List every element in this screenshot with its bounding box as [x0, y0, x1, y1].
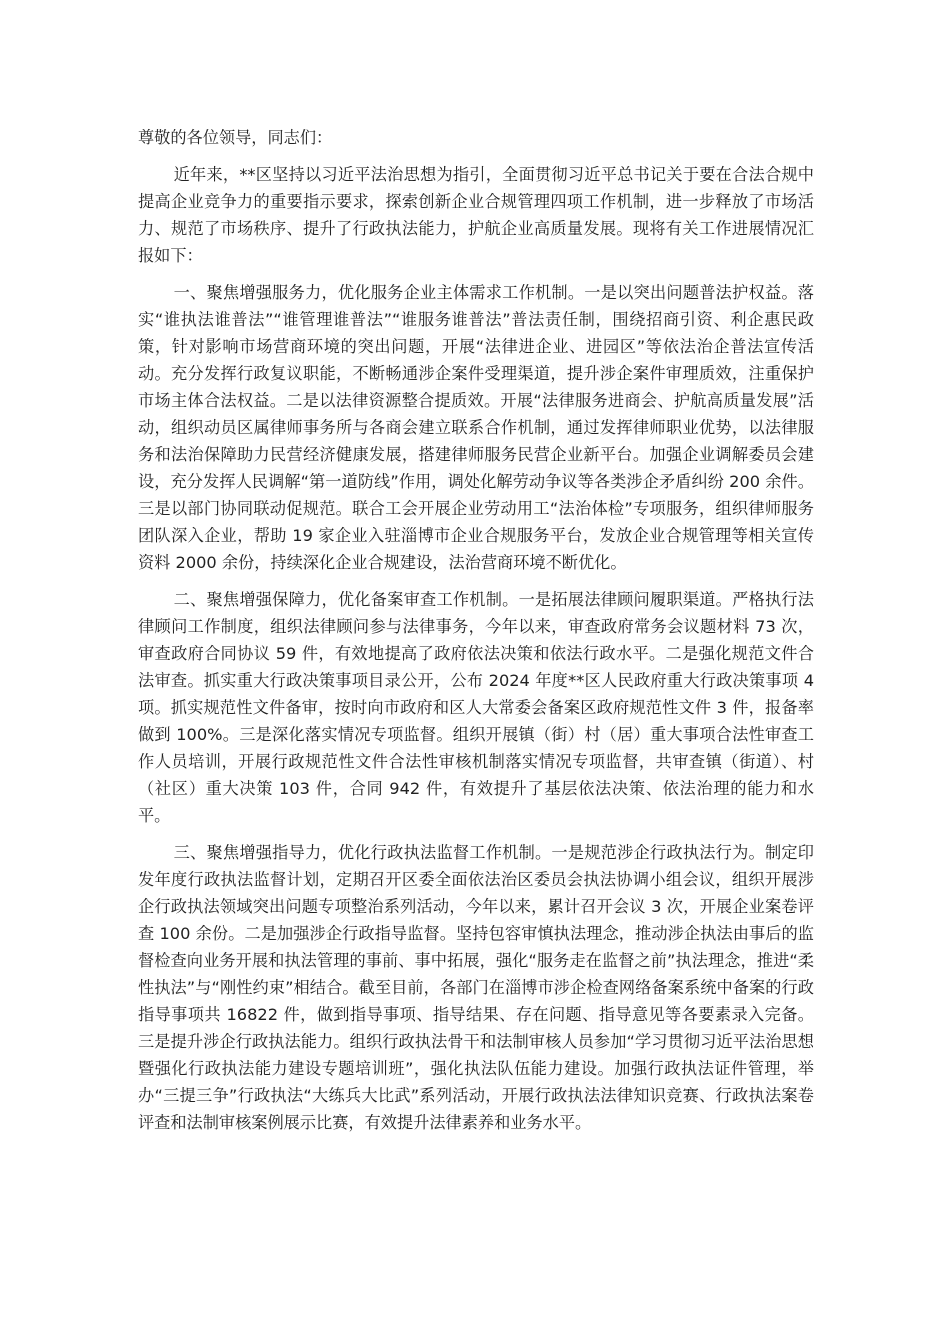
section-three-paragraph: 三、聚焦增强指导力，优化行政执法监督工作机制。一是规范涉企行政执法行为。制定印发年度行政执法监督计划，定期召开区委全面依法治区委员会执法协调小组会议，组织开展涉企行政执法领域突出问题专项整治系列活动，今年以来，累计召开会议 3 次，开展企业案卷评查 100 余份。二是加强涉企行政指导监督。坚持包容审慎执法理念，推动涉企执法由事后的监督检查向业务开展和执法管理的事前、事中拓展，强化“服务走在监督之前”执法理念，推进“柔性执法”与“刚性约束”相结合。截至目前，各部门在淄博市涉企检查网络备案系统中备案的行政指导事项共 16822 件，做到指导事项、指导结果、存在问题、指导意见等各要素录入完备。三是提升涉企行政执法能力。组织行政执法骨干和法制审核人员参加“学习贯彻习近平法治思想暨强化行政执法能力建设专题培训班”，强化执法队伍能力建设。加强行政执法证件管理，举办“三提三争”行政执法“大练兵大比武”系列活动，开展行政执法法律知识竞赛、行政执法案卷评查和法制审核案例展示比赛，有效提升法律素养和业务水平。 [138, 843, 814, 1132]
section-one-paragraph: 一、聚焦增强服务力，优化服务企业主体需求工作机制。一是以突出问题普法护权益。落实“谁执法谁普法”“谁管理谁普法”“谁服务谁普法”普法责任制，围绕招商引资、利企惠民政策，针对影响市场营商环境的突出问题，开展“法律进企业、进园区”等依法治企普法宣传活动。充分发挥行政复议职能，不断畅通涉企案件受理渠道，提升涉企案件审理质效，注重保护市场主体合法权益。二是以法律资源整合提质效。开展“法律服务进商会、护航高质量发展”活动，组织动员区属律师事务所与各商会建立联系合作机制，通过发挥律师职业优势，以法律服务和法治保障助力民营经济健康发展，搭建律师服务民营企业新平台。加强企业调解委员会建设，充分发挥人民调解“第一道防线”作用，调处化解劳动争议等各类涉企矛盾纠纷 200 余件。三是以部门协同联动促规范。联合工会开展企业劳动用工“法治体检”专项服务，组织律师服务团队深入企业，帮助 19 家企业入驻淄博市企业合规服务平台，发放企业合规管理等相关宣传资料 2000 余份，持续深化企业合规建设，法治营商环境不断优化。 [138, 283, 814, 572]
document-page [138, 124, 814, 1136]
intro-paragraph: 近年来，**区坚持以习近平法治思想为指引，全面贯彻习近平总书记关于要在合法合规中提高企业竞争力的重要指示要求，探索创新企业合规管理四项工作机制，进一步释放了市场活力、规范了市场秩序、提升了行政执法能力，护航企业高质量发展。现将有关工作进展情况汇报如下： [138, 165, 814, 265]
greeting-line: 尊敬的各位领导，同志们： [138, 128, 333, 147]
section-two-paragraph: 二、聚焦增强保障力，优化备案审查工作机制。一是拓展法律顾问履职渠道。严格执行法律顾问工作制度，组织法律顾问参与法律事务，今年以来，审查政府常务会议题材料 73 次，审查政府合同协议 59 件，有效地提高了政府依法决策和依法行政水平。二是强化规范文件合法审查。抓实重大行政决策事项目录公开，公布 2024 年度**区人民政府重大行政决策事项 4 项。抓实规范性文件备审，按时向市政府和区人大常委会备案区政府规范性文件 3 件，报备率做到 100%。三是深化落实情况专项监督。组织开展镇（街）村（居）重大事项合法性审查工作人员培训，开展行政规范性文件合法性审核机制落实情况专项监督，共审查镇（街道）、村（社区）重大决策 103 件，合同 942 件，有效提升了基层依法决策、依法治理的能力和水平。 [138, 590, 814, 825]
